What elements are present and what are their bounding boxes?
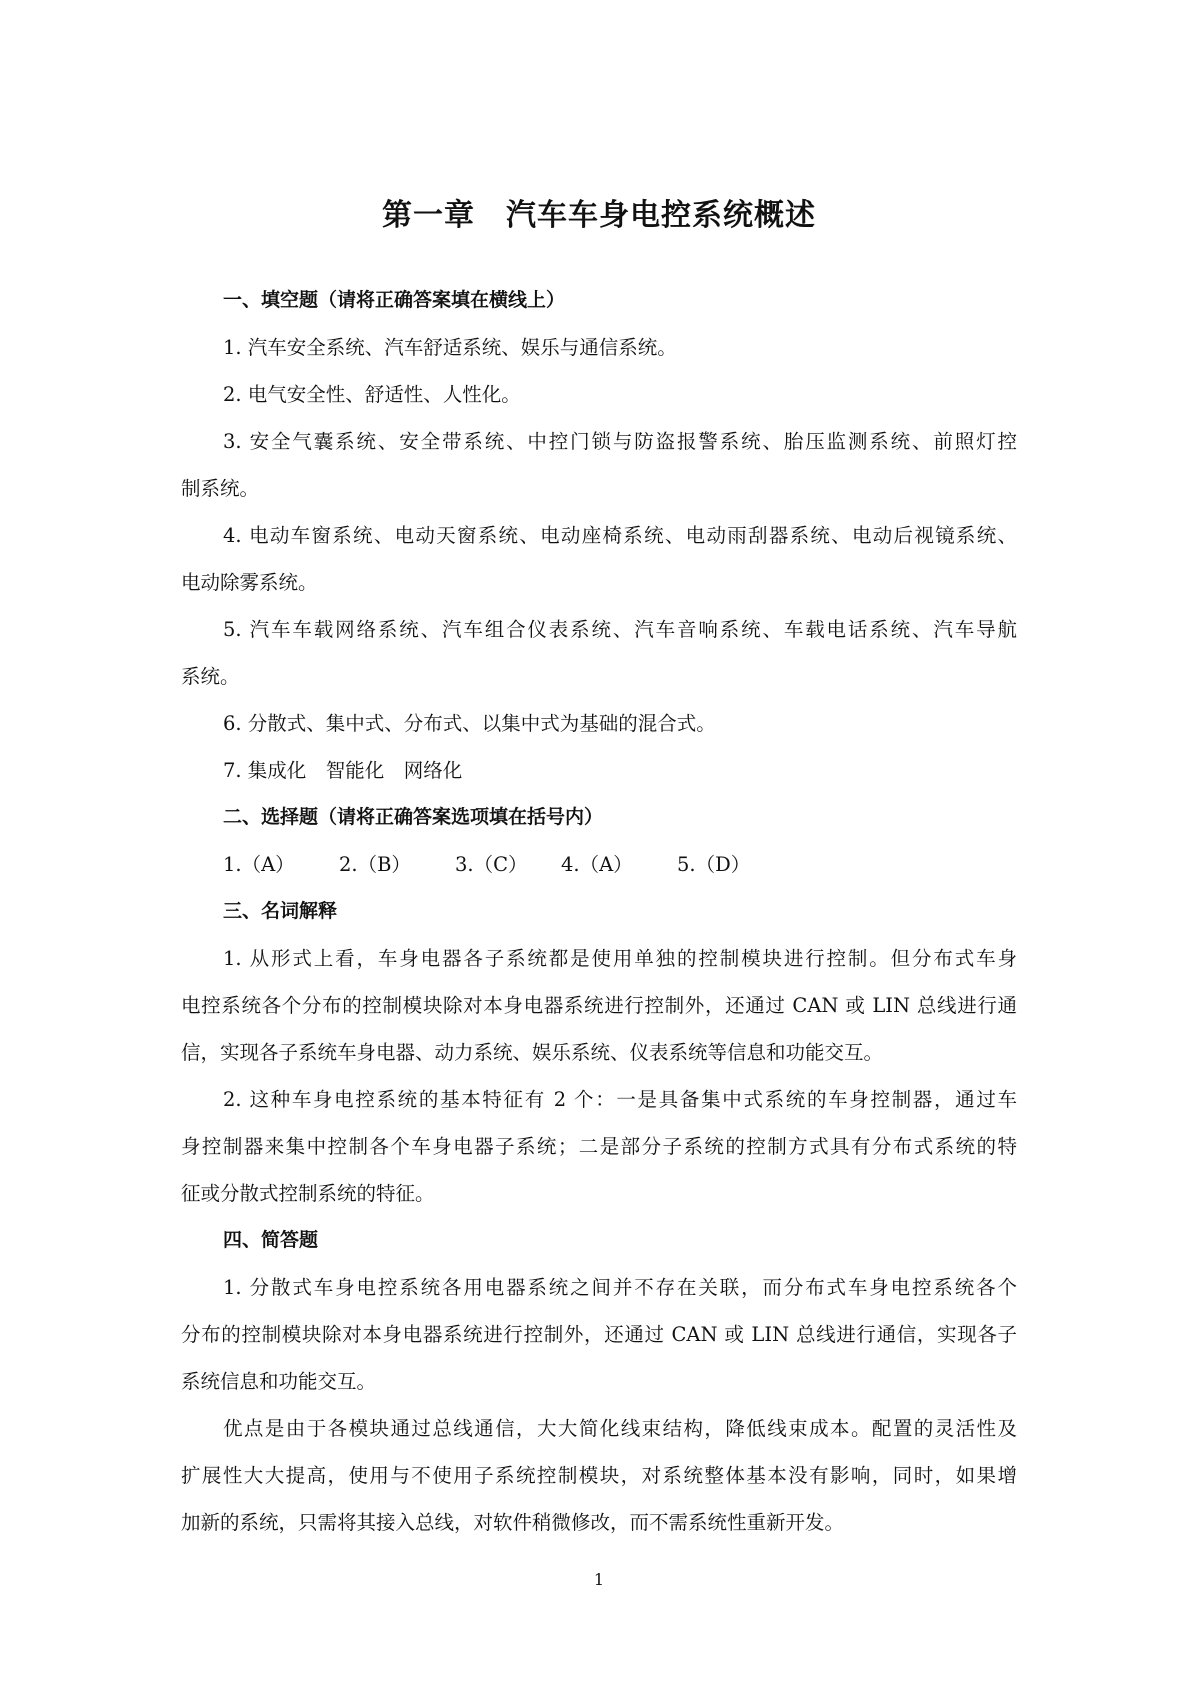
paragraph-line: 扩展性大大提高，使用与不使用子系统控制模块，对系统整体基本没有影响，同时，如果增: [181, 1464, 1017, 1487]
document-body: [181, 277, 1017, 1546]
answer-line: 4. 电动车窗系统、电动天窗系统、电动座椅系统、电动雨刮器系统、电动后视镜系统、: [223, 524, 1017, 547]
paragraph-line: 优点是由于各模块通过总线通信，大大简化线束结构，降低线束成本。配置的灵活性及: [223, 1417, 1017, 1440]
paragraph-line: 电控系统各个分布的控制模块除对本身电器系统进行控制外，还通过 CAN 或 LIN 总线进行通: [181, 994, 1017, 1017]
answer-line: 制系统。: [181, 477, 260, 500]
section-heading-terms: 三、名词解释: [223, 900, 338, 922]
paragraph-line: 1. 分散式车身电控系统各用电器系统之间并不存在关联，而分布式车身电控系统各个: [223, 1276, 1017, 1299]
paragraph-line: 信，实现各子系统车身电器、动力系统、娱乐系统、仪表系统等信息和功能交互。: [181, 1041, 884, 1064]
answer-line: 2. 电气安全性、舒适性、人性化。: [223, 383, 521, 406]
choice-answer: 2.（B）: [339, 853, 411, 876]
section-heading-short-answer: 四、简答题: [223, 1229, 319, 1251]
section-heading-fill-blank: 一、填空题（请将正确答案填在横线上）: [223, 289, 566, 311]
page-number: 1: [593, 1570, 605, 1589]
choice-answer: 1.（A）: [223, 853, 295, 876]
answer-line: 7. 集成化 智能化 网络化: [223, 759, 463, 782]
choice-answer: 3.（C）: [455, 853, 528, 876]
answer-line: 1. 汽车安全系统、汽车舒适系统、娱乐与通信系统。: [223, 336, 677, 359]
paragraph-line: 2. 这种车身电控系统的基本特征有 2 个：一是具备集中式系统的车身控制器，通过车: [223, 1088, 1017, 1111]
paragraph-line: 征或分散式控制系统的特征。: [181, 1182, 435, 1205]
answer-line: 5. 汽车车载网络系统、汽车组合仪表系统、汽车音响系统、车载电话系统、汽车导航: [223, 618, 1017, 641]
choice-answer: 5.（D）: [677, 853, 751, 876]
choice-answers-row: [181, 841, 1017, 888]
answer-line: 电动除雾系统。: [181, 571, 318, 594]
answer-line: 系统。: [181, 665, 240, 688]
paragraph-line: 加新的系统，只需将其接入总线，对软件稍微修改，而不需系统性重新开发。: [181, 1511, 845, 1534]
paragraph-line: 身控制器来集中控制各个车身电器子系统；二是部分子系统的控制方式具有分布式系统的特: [181, 1135, 1017, 1158]
paragraph-line: 系统信息和功能交互。: [181, 1370, 377, 1393]
answer-line: 3. 安全气囊系统、安全带系统、中控门锁与防盗报警系统、胎压监测系统、前照灯控: [223, 430, 1017, 453]
section-heading-choice: 二、选择题（请将正确答案选项填在括号内）: [223, 806, 604, 828]
paragraph-line: 分布的控制模块除对本身电器系统进行控制外，还通过 CAN 或 LIN 总线进行通信，实现各子: [181, 1323, 1017, 1346]
paragraph-line: 1. 从形式上看，车身电器各子系统都是使用单独的控制模块进行控制。但分布式车身: [223, 947, 1017, 970]
chapter-title: 第一章 汽车车身电控系统概述: [382, 198, 816, 233]
choice-answer: 4.（A）: [561, 853, 633, 876]
answer-line: 6. 分散式、集中式、分布式、以集中式为基础的混合式。: [223, 712, 716, 735]
document-page: [181, 0, 1017, 1684]
